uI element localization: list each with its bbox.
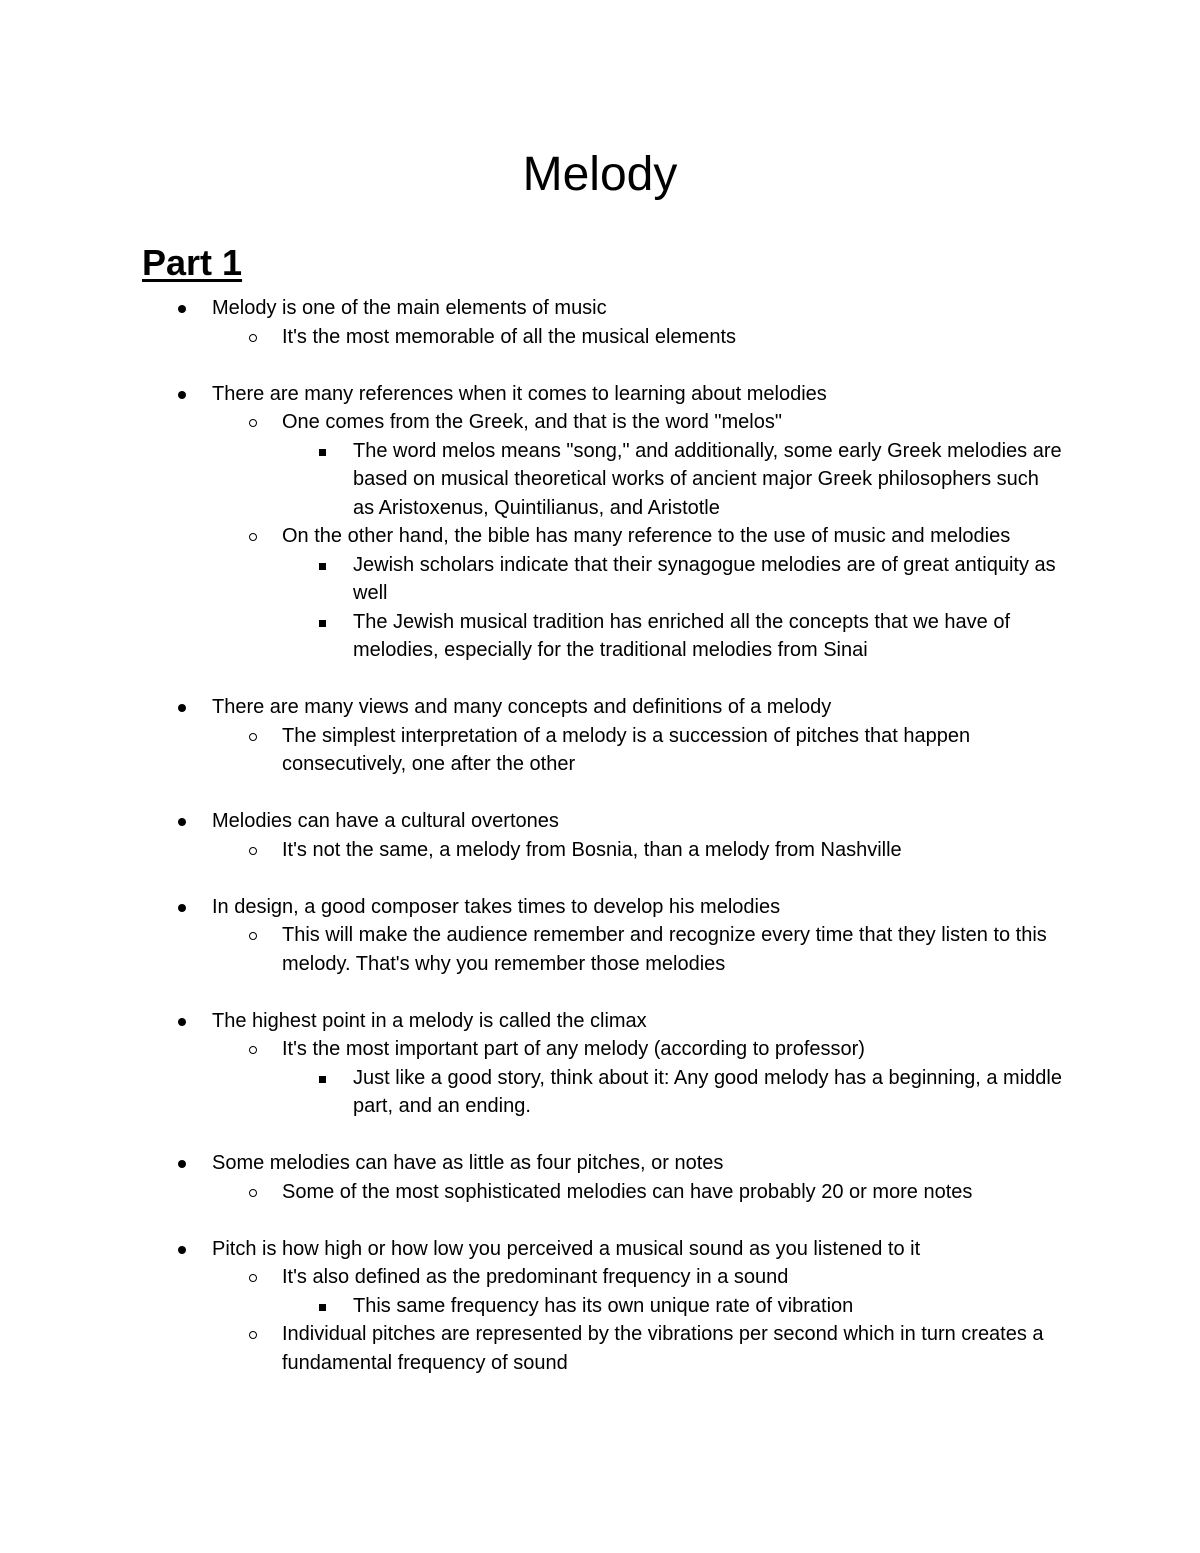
list-item-text: Individual pitches are represented by the vibrations per second which in turn creates a fundamental frequency of sound bbox=[282, 1323, 1044, 1374]
list-item-text: It's the most memorable of all the musical elements bbox=[282, 325, 737, 348]
hollow-circle-bullet-icon bbox=[249, 847, 257, 855]
hollow-circle-bullet-icon bbox=[249, 1189, 257, 1197]
bullet-group bbox=[0, 380, 1200, 665]
list-item-level-1 bbox=[212, 807, 1072, 836]
document-title: Melody bbox=[522, 148, 678, 201]
list-item-text: In design, a good composer takes times to develop his melodies bbox=[212, 895, 781, 918]
list-item-text: Melodies can have a cultural overtones bbox=[212, 810, 559, 832]
list-item-text: Jewish scholars indicate that their synagogue melodies are of great antiquity as well bbox=[353, 553, 1056, 604]
bullet-group bbox=[0, 1235, 1200, 1378]
hollow-circle-bullet-icon bbox=[249, 733, 257, 741]
list-item-text: Melody is one of the main elements of music bbox=[212, 297, 607, 319]
filled-square-bullet-icon bbox=[319, 563, 326, 570]
list-item-level-2 bbox=[282, 921, 1072, 978]
hollow-circle-bullet-icon bbox=[249, 334, 257, 342]
list-item-text: It's the most important part of any melody (according to professor) bbox=[282, 1038, 865, 1060]
list-item-level-1 bbox=[212, 1007, 1072, 1036]
list-item-text: On the other hand, the bible has many reference to the use of music and melodies bbox=[282, 525, 1011, 547]
bullet-group bbox=[0, 693, 1200, 779]
filled-circle-bullet-icon bbox=[178, 704, 186, 712]
bullet-group bbox=[0, 294, 1200, 351]
list-item-text: The word melos means "song," and additionally, some early Greek melodies are based on musical theoretical works of ancient major Greek philosophers such as Aristoxenus, Quintilianus, and Aristotle bbox=[353, 439, 1062, 519]
filled-square-bullet-icon bbox=[319, 1076, 326, 1083]
list-item-level-2 bbox=[282, 1320, 1072, 1377]
list-item-text: One comes from the Greek, and that is the word "melos" bbox=[282, 411, 782, 433]
list-item-text: It's not the same, a melody from Bosnia, than a melody from Nashville bbox=[282, 838, 902, 861]
filled-circle-bullet-icon bbox=[178, 305, 186, 313]
section-heading: Part 1 bbox=[142, 242, 243, 283]
list-item-text: The simplest interpretation of a melody is a succession of pitches that happen consecutively, one after the other bbox=[282, 724, 971, 775]
list-item-text: This will make the audience remember and recognize every time that they listen to this melody. That's why you remember those melodies bbox=[282, 924, 1047, 975]
list-item-text: The Jewish musical tradition has enriched all the concepts that we have of melodies, especially for the traditional melodies from Sinai bbox=[353, 610, 1011, 661]
list-item-level-2 bbox=[282, 1263, 1072, 1292]
filled-circle-bullet-icon bbox=[178, 1246, 186, 1254]
list-item-level-1 bbox=[212, 893, 1072, 922]
bullet-group bbox=[0, 893, 1200, 979]
list-item-level-3 bbox=[353, 1064, 1063, 1121]
list-item-text: This same frequency has its own unique rate of vibration bbox=[353, 1294, 854, 1317]
list-item-level-2 bbox=[282, 522, 1072, 551]
filled-circle-bullet-icon bbox=[178, 391, 186, 399]
filled-circle-bullet-icon bbox=[178, 1160, 186, 1168]
hollow-circle-bullet-icon bbox=[249, 419, 257, 427]
list-item-level-2 bbox=[282, 408, 1072, 437]
filled-circle-bullet-icon bbox=[178, 818, 186, 826]
list-item-level-2 bbox=[282, 836, 1072, 865]
hollow-circle-bullet-icon bbox=[249, 932, 257, 940]
filled-circle-bullet-icon bbox=[178, 904, 186, 912]
list-item-level-3 bbox=[353, 437, 1063, 523]
bullet-group bbox=[0, 1149, 1200, 1206]
filled-square-bullet-icon bbox=[319, 449, 326, 456]
bullet-group bbox=[0, 807, 1200, 864]
bullet-list bbox=[0, 294, 1200, 1406]
list-item-level-1 bbox=[212, 1149, 1072, 1178]
list-item-text: It's also defined as the predominant frequency in a sound bbox=[282, 1266, 789, 1288]
hollow-circle-bullet-icon bbox=[249, 1046, 257, 1054]
hollow-circle-bullet-icon bbox=[249, 533, 257, 541]
list-item-level-3 bbox=[353, 608, 1063, 665]
list-item-level-1 bbox=[212, 380, 1072, 409]
filled-square-bullet-icon bbox=[319, 620, 326, 627]
list-item-text: Some of the most sophisticated melodies can have probably 20 or more notes bbox=[282, 1180, 973, 1203]
filled-square-bullet-icon bbox=[319, 1304, 326, 1311]
list-item-text: There are many references when it comes to learning about melodies bbox=[212, 382, 827, 405]
list-item-level-2 bbox=[282, 722, 1072, 779]
list-item-level-3 bbox=[353, 1292, 1063, 1321]
filled-circle-bullet-icon bbox=[178, 1018, 186, 1026]
list-item-level-3 bbox=[353, 551, 1063, 608]
list-item-level-2 bbox=[282, 323, 1072, 352]
list-item-level-1 bbox=[212, 693, 1072, 722]
list-item-level-2 bbox=[282, 1035, 1072, 1064]
list-item-text: Just like a good story, think about it: Any good melody has a beginning, a middle part, and an ending. bbox=[353, 1066, 1062, 1117]
list-item-text: There are many views and many concepts and definitions of a melody bbox=[212, 696, 832, 718]
list-item-level-1 bbox=[212, 294, 1072, 323]
hollow-circle-bullet-icon bbox=[249, 1331, 257, 1339]
list-item-text: Pitch is how high or how low you perceived a musical sound as you listened to it bbox=[212, 1237, 921, 1260]
bullet-group bbox=[0, 1007, 1200, 1121]
list-item-text: The highest point in a melody is called the climax bbox=[212, 1009, 647, 1032]
hollow-circle-bullet-icon bbox=[249, 1274, 257, 1282]
list-item-level-1 bbox=[212, 1235, 1072, 1264]
list-item-text: Some melodies can have as little as four pitches, or notes bbox=[212, 1152, 724, 1174]
list-item-level-2 bbox=[282, 1178, 1072, 1207]
